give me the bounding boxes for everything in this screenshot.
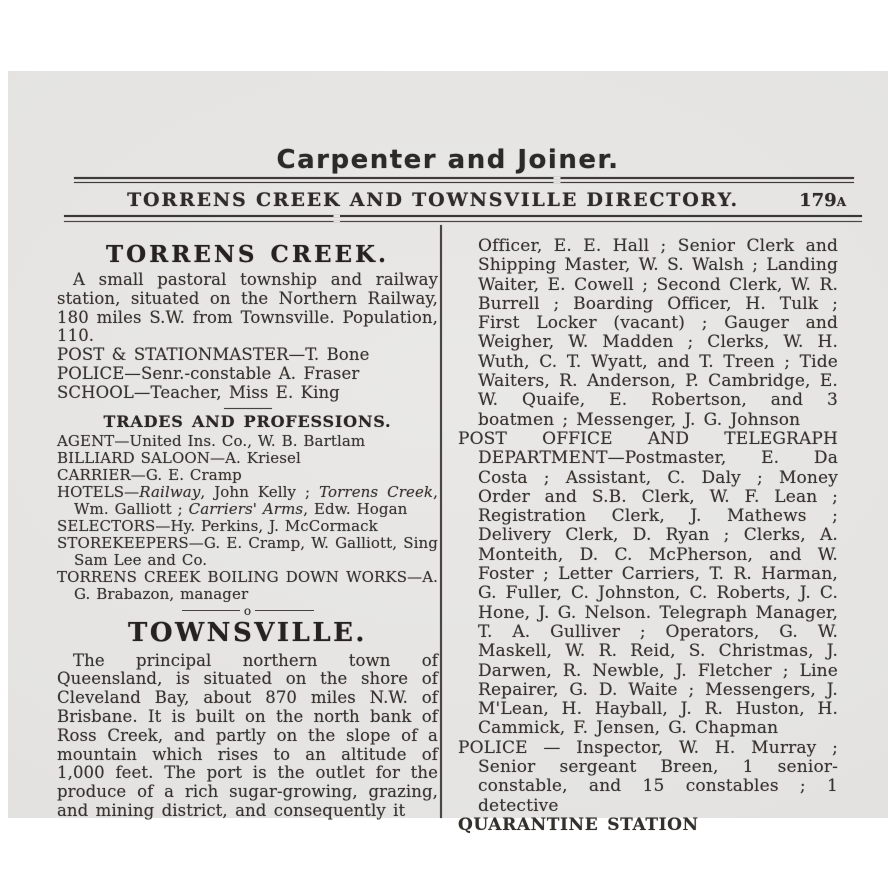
header-rule-top bbox=[74, 177, 854, 179]
hotel-name-torrens-creek: Torrens Creek bbox=[319, 482, 434, 501]
trades-heading: TRADES AND PROFESSIONS. bbox=[103, 411, 392, 431]
left-column bbox=[57, 242, 438, 821]
hotels-label: HOTELS— bbox=[57, 482, 140, 501]
page-scan bbox=[8, 71, 888, 835]
running-head: Carpenter and Joiner. bbox=[276, 145, 620, 175]
official-police: POLICE—Senr.-constable A. Fraser bbox=[57, 363, 360, 383]
post-office-entry: POST OFFICE AND TELEGRAPH DEPARTMENT—Postmaster, E. Da Costa ; Assistant, C. Daly ; Money Order and S.B. Clerk, W. F. Lean ; Registration Clerk, J. Mathews ; Delivery Clerk, D. Ryan ; Clerks, A. Monteith, D. C. McPherson, and W. Foster ; Letter Carriers, T. R. Harman, G. Fuller, C. Johnston, C. Roberts, J. C. Hone, J. G. Nelson. Telegraph Manager, T. A. Gulliver ; Operators, G. W. Maskell, W. R. Reid, S. Christmas, J. Darwen, R. Newble, J. Fletcher ; Line Repairer, G. D. Waite ; Messengers, J. M'Lean, H. Hayball, J. R. Huston, H. Cammick, F. Jensen, G. Chapman bbox=[458, 428, 838, 739]
trade-entry-billiard-saloon: BILLIARD SALOON—A. Kriesel bbox=[57, 448, 301, 467]
section-divider-rule bbox=[224, 408, 272, 409]
official-school: SCHOOL—Teacher, Miss E. King bbox=[57, 382, 340, 402]
page-number-suffix: A bbox=[836, 195, 846, 209]
hotels-text-2: , Wm. Galliott ; bbox=[74, 482, 438, 518]
trade-entry-carrier: CARRIER—G. E. Cramp bbox=[57, 465, 242, 484]
page-number-value: 179 bbox=[799, 190, 837, 211]
page-number bbox=[799, 190, 846, 211]
trade-entry-hotels bbox=[57, 484, 438, 518]
hotels-text-3: , Edw. Hogan bbox=[303, 499, 408, 518]
clipped-bottom-line: QUARANTINE STATION bbox=[458, 814, 699, 835]
header-rule-bottom-2 bbox=[64, 221, 862, 222]
directory-title: TORRENS CREEK AND TOWNSVILLE DIRECTORY. bbox=[127, 189, 739, 211]
ornament-glyph: o bbox=[243, 603, 252, 618]
header-rule-top-2 bbox=[74, 182, 854, 183]
section-divider-ornament bbox=[182, 603, 314, 618]
townsville-intro: The principal northern town of Queensland, is situated on the shore of Cleveland Bay, about 870 miles N.W. of Brisbane. It is built on the north bank of Ross Creek, and partly on the slope of a mountain which rises to an altitude of 1,000 feet. The port is the outlet for the produce of a rich sugar-growing, grazing, and mining district, and consequently it bbox=[57, 650, 438, 820]
column-divider-rule bbox=[440, 225, 442, 818]
hotel-name-railway: Railway bbox=[139, 482, 201, 501]
official-postmaster: POST & STATIONMASTER—T. Bone bbox=[57, 345, 370, 365]
townsville-heading: TOWNSVILLE. bbox=[127, 617, 367, 648]
torrens-creek-intro: A small pastoral township and railway station, situated on the Northern Railway, 180 miles S.W. from Townsville. Population, 110. bbox=[57, 270, 438, 346]
hotels-text-1: , John Kelly ; bbox=[200, 482, 320, 501]
trade-entry-selectors: SELECTORS—Hy. Perkins, J. McCormack bbox=[57, 516, 378, 535]
trade-entry-boiling-down-works: TORRENS CREEK BOILING DOWN WORKS—A. G. Brabazon, manager bbox=[57, 567, 438, 603]
header-rule-bottom bbox=[64, 215, 862, 217]
hotel-name-carriers-arms: Carriers' Arms bbox=[188, 499, 304, 518]
directory-title-row bbox=[8, 189, 888, 213]
right-column bbox=[458, 236, 838, 835]
torrens-creek-heading: TORRENS CREEK. bbox=[105, 241, 390, 268]
trade-entry-agent: AGENT—United Ins. Co., W. B. Bartlam bbox=[57, 431, 366, 450]
trade-entry-storekeepers: STOREKEEPERS—G. E. Cramp, W. Galliott, Sing Sam Lee and Co. bbox=[57, 533, 438, 569]
police-entry: POLICE — Inspector, W. H. Murray ; Senior sergeant Breen, 1 senior-constable, and 15 constables ; 1 detective bbox=[458, 737, 838, 816]
customs-continuation-paragraph: Officer, E. E. Hall ; Senior Clerk and Shipping Master, W. S. Walsh ; Landing Waiter, E. Cowell ; Second Clerk, W. R. Burrell ; Boarding Officer, H. Tulk ; First Locker (vacant) ; Gauger and Weigher, W. Madden ; Clerks, W. H. Wuth, C. T. Wyatt, and T. Treen ; Tide Waiters, R. Anderson, P. Cambridge, E. W. Quaife, E. Robertson, and 3 boatmen ; Messenger, J. G. Johnson bbox=[478, 236, 838, 430]
